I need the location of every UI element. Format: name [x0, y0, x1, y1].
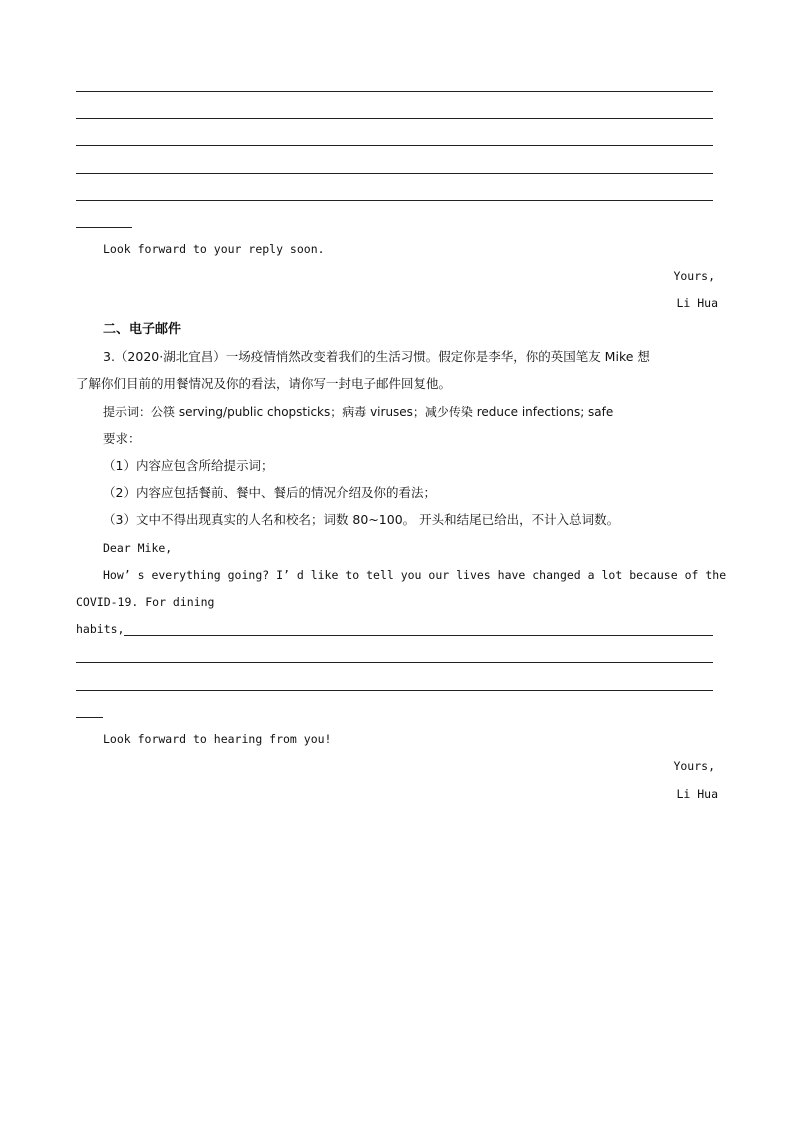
requirement-1: （1）内容应包含所给提示词； [103, 458, 274, 473]
section1-signoff: Yours, [673, 269, 715, 283]
section1-signature: Li Hua [676, 296, 718, 310]
answer-line-3 [76, 145, 713, 146]
requirement-2: （2）内容应包括餐前、餐中、餐后的情况介绍及你的看法； [103, 485, 436, 500]
answer-line-1 [76, 91, 713, 92]
letter-body-line-2: COVID-19. For dining [76, 595, 215, 609]
section1-closing: Look forward to your reply soon. [103, 242, 325, 256]
answer-line-2 [76, 118, 713, 119]
hint-words: 提示词：公筷 serving/public chopsticks；病毒 viruses；减少传染 reduce infections; safe [103, 405, 614, 419]
letter-signature: Li Hua [676, 787, 718, 801]
question-text-line-1: 3.（2020·湖北宜昌）一场疫情悄然改变着我们的生活习惯。假定你是李华，你的英国笔友 Mike 想 [103, 349, 650, 364]
letter-body-line-3: habits, [76, 622, 125, 636]
answer-line-5 [76, 200, 713, 201]
letter-answer-line-short [76, 717, 103, 718]
question-text-line-2: 了解你们目前的用餐情况及你的看法，请你写一封电子邮件回复他。 [76, 376, 452, 391]
requirement-3: （3）文中不得出现真实的人名和校名；词数 80~100。 开头和结尾已给出，不计入总词数。 [103, 512, 620, 527]
letter-signoff: Yours, [673, 759, 715, 773]
letter-answer-line-1 [124, 635, 713, 636]
answer-line-4 [76, 173, 713, 174]
letter-greeting: Dear Mike, [103, 541, 173, 555]
section2-heading: 二、电子邮件 [103, 322, 182, 337]
letter-body-line-1: How’ s everything going? I’ d like to tell you our lives have changed a lot because of the [103, 568, 727, 582]
answer-line-short [76, 227, 132, 228]
letter-answer-line-3 [76, 690, 713, 691]
letter-closing: Look forward to hearing from you! [103, 732, 332, 746]
letter-answer-line-2 [76, 662, 713, 663]
requirements-title: 要求： [103, 431, 141, 446]
